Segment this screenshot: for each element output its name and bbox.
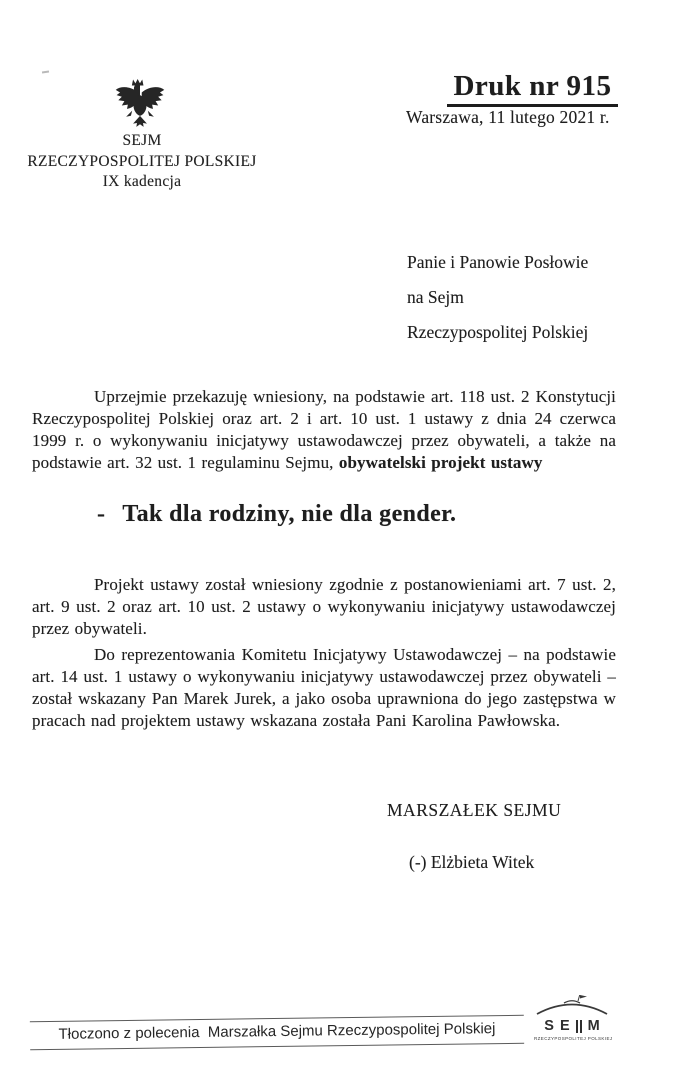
addressee-line: na Sejm (407, 287, 464, 307)
paragraph-bold-text: obywatelski projekt ustawy (338, 453, 543, 472)
body-paragraph-3: Do reprezentowania Komitetu Inicjatywy Ustawodawczej – na podstawie art. 14 ust. 1 ustawy o wykonywaniu inicjatywy ustawodawczej przez obywateli – został wskazany Pan Marek Jurek, a jako osoba uprawniona do jego zastępstwa w pracach nad projektem ustawy wskazana została Pani Karolina Pawłowska. (32, 645, 616, 730)
logo-letter: M (587, 1018, 600, 1034)
polish-eagle-emblem-icon (114, 76, 166, 128)
print-number-label: Druk nr 915 (447, 70, 617, 107)
scan-artifact-mark (42, 71, 49, 74)
print-number (430, 70, 635, 107)
bill-title-text: Tak dla rodziny, nie dla gender. (122, 501, 457, 527)
paragraph-text: Uprzejmie przekazuję wniesiony, na podstawie art. 118 ust. 2 Konstytucji Rzeczypospolitej Polskiej oraz art. 2 i art. 10 ust. 1 ustawy z dnia 24 czerwca 1999 r. o wykonywaniu inicjatywy ustawodawczej przez obywateli, a także na podstawie art. 32 ust. 1 regulaminu Sejmu, (32, 387, 616, 472)
sejm-logo (534, 995, 613, 1053)
logo-letter: E (559, 1018, 570, 1034)
place-and-date: Warszawa, 11 lutego 2021 r. (406, 107, 610, 127)
addressee-line: Panie i Panowie Posłowie (407, 252, 589, 272)
addressee-line: Rzeczypospolitej Polskiej (407, 322, 589, 342)
institution-name: SEJM (122, 132, 162, 149)
sejm-logo-letters (534, 1018, 610, 1034)
bill-title (97, 501, 456, 528)
footer-imprint: Tłoczono z polecenia Marszałka Sejmu Rzeczypospolitej Polskiej (30, 1015, 524, 1050)
signer-role: MARSZAŁEK SEJMU (387, 800, 562, 820)
logo-letter: S (544, 1018, 554, 1034)
institution-term: IX kadencja (102, 173, 182, 190)
institution-country: RZECZYPOSPOLITEJ POLSKIEJ (27, 152, 257, 170)
sejm-logo-caption: RZECZYPOSPOLITEJ POLSKIEJ (534, 1036, 613, 1041)
body-paragraph-2: Projekt ustawy został wniesiony zgodnie z postanowieniami art. 7 ust. 2, art. 9 ust. 2 oraz art. 10 ust. 2 ustawy o wykonywaniu inicjatywy ustawodawczej przez obywateli. (32, 575, 616, 638)
sejm-dome-icon (534, 995, 610, 1015)
bill-title-dash: - (97, 501, 106, 527)
logo-columns-icon (576, 1020, 582, 1033)
body-paragraph-1 (32, 386, 616, 474)
signer-name: (-) Elżbieta Witek (409, 852, 535, 872)
addressee-block (407, 245, 588, 350)
institution-block (18, 131, 266, 193)
